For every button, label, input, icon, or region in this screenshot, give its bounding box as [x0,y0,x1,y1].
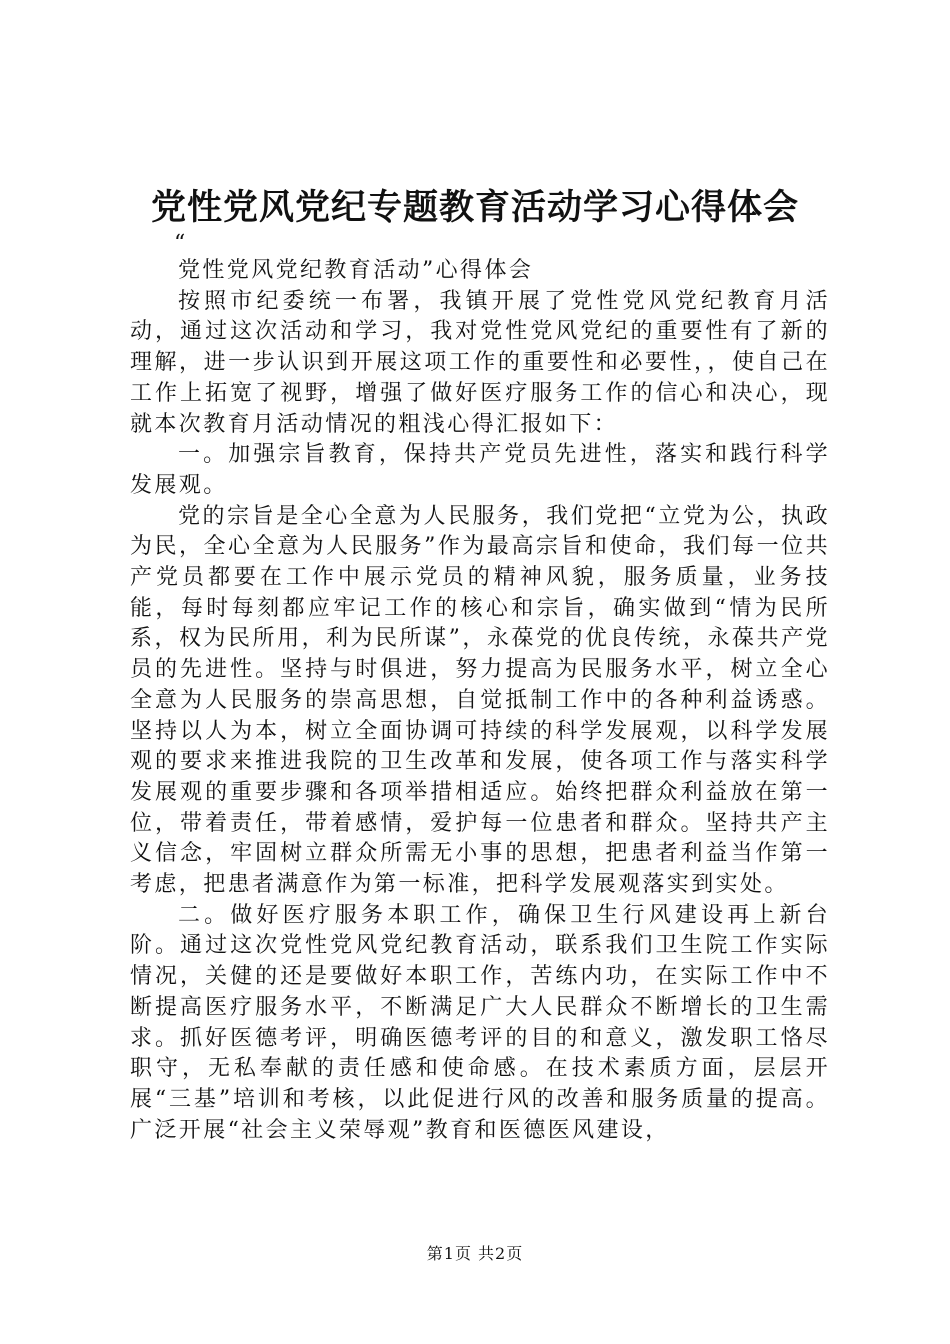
subtitle-paragraph: 党性党风党纪教育活动”心得体会 [178,258,534,283]
intro-paragraph: 按照市纪委统一布署，我镇开展了党性党风党纪教育月活动，通过这次活动和学习，我对党性党风党纪的重要性有了新的理解，进一步认识到开展这项工作的重要性和必要性，，使自己在工作上拓宽了视野，增强了做好医疗服务工作的信心和决心，现就本次教育月活动情况的粗浅心得汇报如下： [130,288,830,437]
page-number-footer: 第1页 共2页 [426,1244,524,1263]
opening-quote-mark: “ [174,231,188,256]
section-one-paragraph: 党的宗旨是全心全意为人民服务，我们党把“立党为公，执政为民，全心全意为人民服务”作为最高宗旨和使命，我们每一位共产党员都要在工作中展示党员的精神风貌，服务质量，业务技能，每时每刻都应牢记工作的核心和宗旨，确实做到“情为民所系，权为民所用，利为民所谋”，永葆党的优良传统，永葆共产党员的先进性。坚持与时俱进，努力提高为民服务水平，树立全心全意为人民服务的崇高思想，自觉抵制工作中的各种利益诱惑。坚持以人为本，树立全面协调可持续的科学发展观，以科学发展观的要求来推进我院的卫生改革和发展，使各项工作与落实科学发展观的重要步骤和各项举措相适应。始终把群众利益放在第一位，带着责任，带着感情，爱护每一位患者和群众。坚持共产主义信念，牢固树立群众所需无小事的思想，把患者利益当作第一考虑，把患者满意作为第一标准，把科学发展观落实到实处。 [130,503,830,898]
section-two-paragraph: 二。做好医疗服务本职工作，确保卫生行风建设再上新台阶。通过这次党性党风党纪教育活动，联系我们卫生院工作实际情况，关健的还是要做好本职工作，苦练内功，在实际工作中不断提高医疗服务水平，不断满足广大人民群众不断增长的卫生需求。抓好医德考评，明确医德考评的目的和意义，激发职工恪尽职守，无私奉献的责任感和使命感。在技术素质方面，层层开展“三基”培训和考核，以此促进行风的改善和服务质量的提高。广泛开展“社会主义荣辱观”教育和医德医风建设， [130,902,830,1143]
document-body [130,232,830,1146]
section-one-heading: 一。加强宗旨教育，保持共产党员先进性，落实和践行科学发展观。 [130,442,830,498]
document-title: 党性党风党纪专题教育活动学习心得体会 [150,187,799,228]
